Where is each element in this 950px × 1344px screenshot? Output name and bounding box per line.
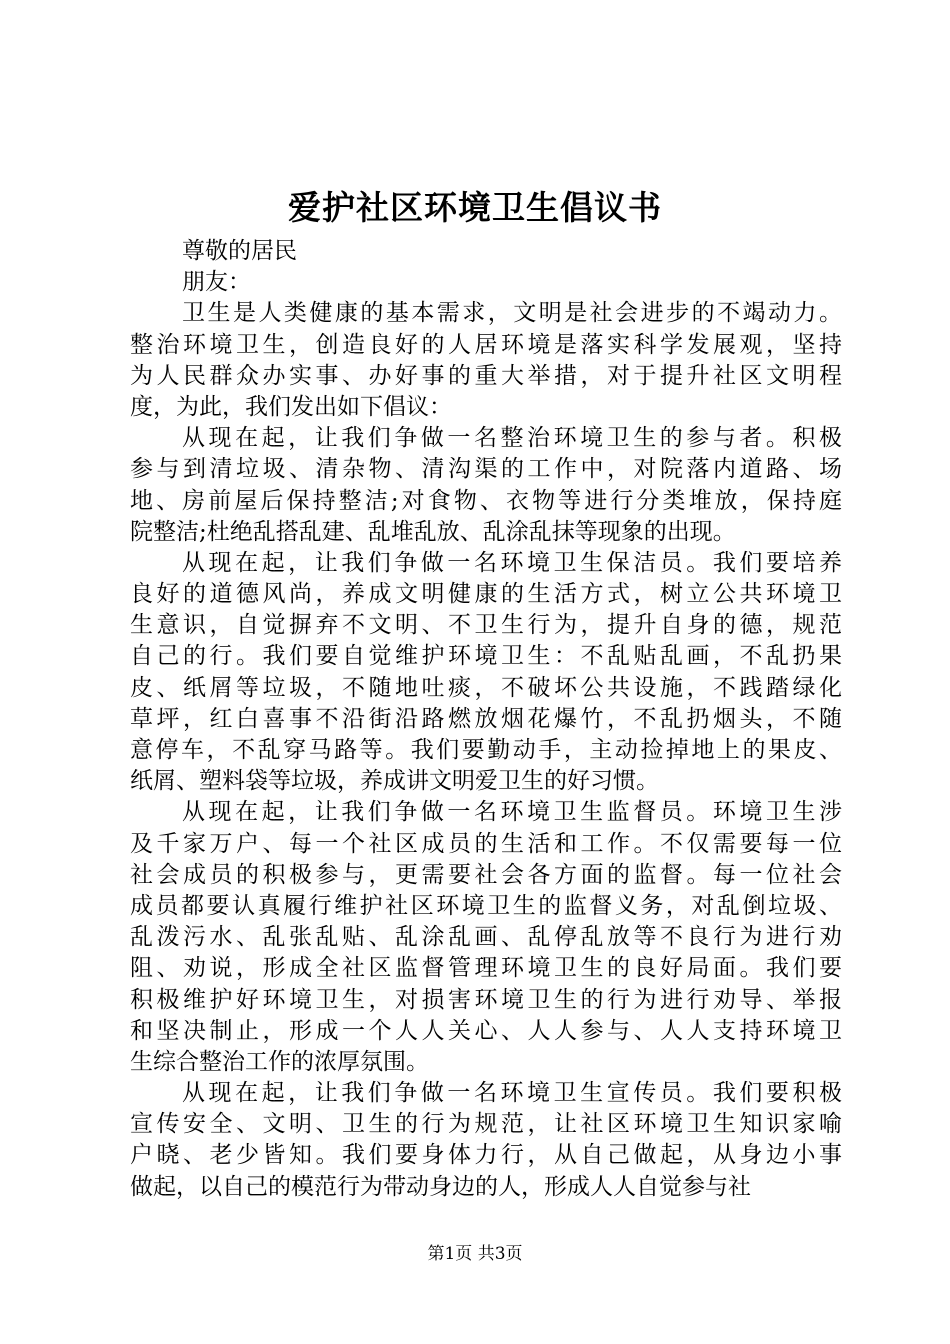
paragraph-line: 宣传安全、文明、卫生的行为规范，让社区环境卫生知识家喻 — [130, 1111, 842, 1138]
paragraph-line: 和坚决制止，形成一个人人关心、人人参与、人人支持环境卫 — [130, 1017, 842, 1044]
paragraph-line: 乱泼污水、乱张乱贴、乱涂乱画、乱停乱放等不良行为进行劝 — [130, 924, 842, 951]
paragraph-line: 生意识，自觉摒弃不文明、不卫生行为，提升自身的德，规范 — [130, 612, 842, 639]
paragraph-line: 意停车，不乱穿马路等。我们要勤动手，主动捡掉地上的果皮、 — [130, 737, 842, 763]
paragraph-line: 院整洁;杜绝乱搭乱建、乱堆乱放、乱涂乱抹等现象的出现。 — [130, 518, 736, 545]
paragraph — [130, 797, 842, 1078]
paragraph — [130, 423, 842, 548]
paragraph-line: 度，为此，我们发出如下倡议： — [130, 393, 452, 420]
paragraph-line: 从现在起，让我们争做一名环境卫生监督员。环境卫生涉 — [182, 799, 842, 826]
paragraph-line: 地、房前屋后保持整洁;对食物、衣物等进行分类堆放，保持庭 — [130, 487, 842, 514]
paragraph — [130, 548, 842, 798]
paragraph-line: 自己的行。我们要自觉维护环境卫生：不乱贴乱画，不乱扔果 — [130, 643, 842, 670]
page-footer: 第1页 共3页 — [427, 1244, 523, 1264]
paragraph-line: 卫生是人类健康的基本需求，文明是社会进步的不竭动力。 — [182, 300, 842, 327]
document-title: 爱护社区环境卫生倡议书 — [288, 188, 662, 227]
paragraph — [130, 1078, 842, 1203]
paragraph-line: 户晓、老少皆知。我们要身体力行，从自己做起，从身边小事 — [130, 1142, 842, 1169]
paragraph-line: 良好的道德风尚，养成文明健康的生活方式，树立公共环境卫 — [130, 581, 842, 608]
paragraph-line: 及千家万户、每一个社区成员的生活和工作。不仅需要每一位 — [130, 830, 842, 857]
paragraph-line: 生综合整治工作的浓厚氛围。 — [130, 1048, 429, 1075]
paragraph-line: 纸屑、塑料袋等垃圾，养成讲文明爱卫生的好习惯。 — [130, 768, 659, 795]
paragraph-line: 从现在起，让我们争做一名整治环境卫生的参与者。积极 — [182, 425, 842, 452]
paragraph — [130, 298, 842, 423]
paragraph-line: 从现在起，让我们争做一名环境卫生保洁员。我们要培养 — [182, 549, 842, 576]
paragraph-line: 社会成员的积极参与，更需要社会各方面的监督。每一位社会 — [130, 861, 842, 888]
paragraph-line: 参与到清垃圾、清杂物、清沟渠的工作中，对院落内道路、场 — [130, 456, 842, 483]
paragraph-line: 从现在起，让我们争做一名环境卫生宣传员。我们要积极 — [182, 1080, 842, 1107]
paragraph-line: 阻、劝说，形成全社区监督管理环境卫生的良好局面。我们要 — [130, 955, 842, 982]
paragraph-line: 皮、纸屑等垃圾，不随地吐痰，不破坏公共设施，不践踏绿化 — [130, 674, 842, 701]
paragraph-line: 做起，以自己的模范行为带动身边的人，形成人人自觉参与社 — [130, 1173, 751, 1200]
paragraph-line: 整治环境卫生，创造良好的人居环境是落实科学发展观，坚持 — [130, 331, 842, 358]
paragraph-line: 积极维护好环境卫生，对损害环境卫生的行为进行劝导、举报 — [130, 986, 842, 1013]
paragraph-line: 成员都要认真履行维护社区环境卫生的监督义务，对乱倒垃圾、 — [130, 892, 842, 919]
paragraph-line: 草坪，红白喜事不沿街沿路燃放烟花爆竹，不乱扔烟头，不随 — [130, 705, 842, 732]
salutation-line: 朋友： — [182, 269, 251, 296]
document-body — [130, 236, 842, 1203]
salutation-line: 尊敬的居民 — [182, 238, 297, 264]
paragraph-line: 为人民群众办实事、办好事的重大举措，对于提升社区文明程 — [130, 362, 842, 389]
